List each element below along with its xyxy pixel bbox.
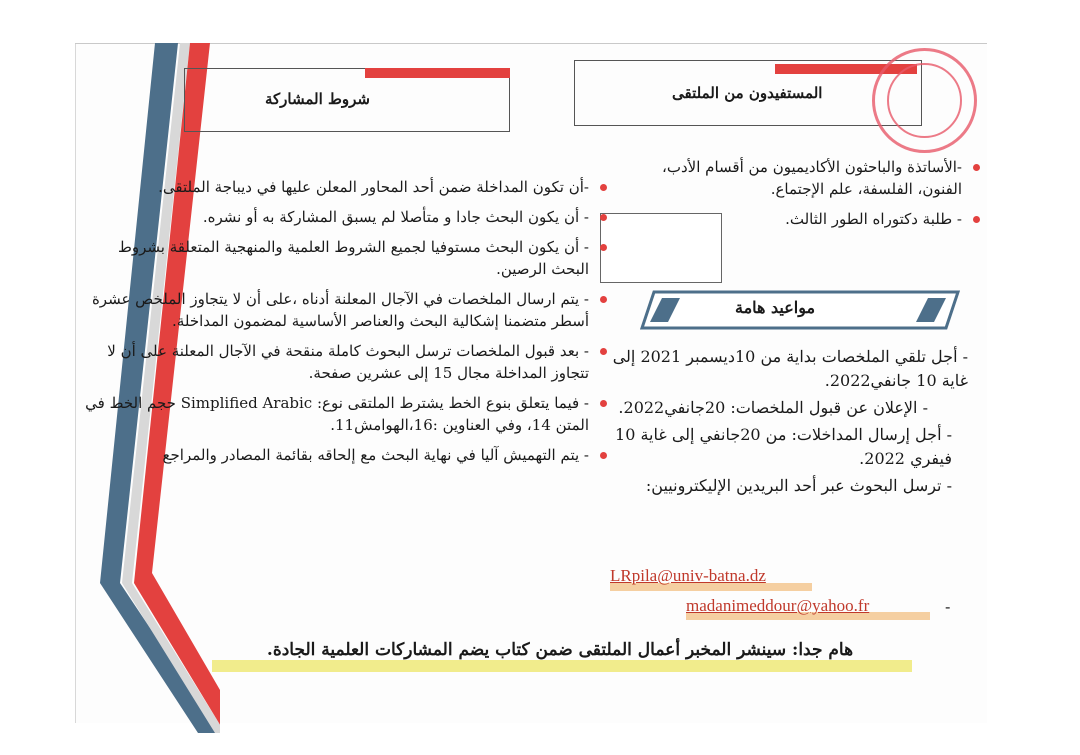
note-highlight <box>212 660 912 672</box>
dates-title: مواعيد هامة <box>735 298 816 317</box>
email-dash: - <box>945 597 951 616</box>
list-item: -أن تكون المداخلة ضمن أحد المحاور المعلن عليها في ديباجة الملتقى. <box>85 176 605 198</box>
list-item: - طلبة دكتوراه الطور الثالث. <box>620 208 978 230</box>
bullet-icon <box>600 452 607 459</box>
list-item: - أن يكون البحث جادا و متأصلا لم يسبق المشاركة به أو نشره. <box>85 206 605 228</box>
bullet-icon <box>600 214 607 221</box>
list-item: - أجل تلقي الملخصات بداية من 10ديسمبر 2021 إلى غاية 10 جانفي2022. <box>612 347 968 390</box>
bullet-icon <box>600 244 607 251</box>
list-item: - بعد قبول الملخصات ترسل البحوث كاملة منقحة في الآجال المعلنة على أن لا تتجاوز المداخلة مجال 15 إلى عشرين صفحة. <box>85 340 605 384</box>
email-link-lab[interactable]: LRpila@univ-batna.dz <box>610 566 766 585</box>
important-note: هام جدا: سينشر المخبر أعمال الملتقى ضمن كتاب يضم المشاركات العلمية الجادة. <box>266 640 854 660</box>
list-item: - أن يكون البحث مستوفيا لجميع الشروط العلمية والمنهجية المتعلقة بشروط البحث الرصين. <box>85 236 605 280</box>
participation-title: شروط المشاركة <box>265 90 370 108</box>
dates-list <box>600 345 968 501</box>
beneficiaries-title: المستفيدون من الملتقى <box>672 84 823 102</box>
participation-list <box>85 176 605 474</box>
list-item: - يتم ارسال الملخصات في الآجال المعلنة أدناه ،على أن لا يتجاوز الملخص عشرة أسطر متضمنا إشكالية البحث والعناصر الأساسية لمضمون المداخلة. <box>85 288 605 332</box>
email-link-personal[interactable]: madanimeddour@yahoo.fr <box>686 596 870 615</box>
bullet-icon <box>600 400 607 407</box>
bullet-icon <box>600 296 607 303</box>
list-item: - الإعلان عن قبول الملخصات: 20جانفي2022. <box>618 398 928 417</box>
list-item: - فيما يتعلق بنوع الخط يشترط الملتقى نوع: Simplified Arabic حجم الخط في المتن 14، وفي العناوين :16،الهوامش11. <box>85 392 605 436</box>
list-item: -الأساتذة والباحثون الأكاديميون من أقسام الأدب، الفنون، الفلسفة، علم الإجتماع. <box>620 156 978 200</box>
bullet-icon <box>973 216 980 223</box>
participation-title-accent <box>365 68 510 78</box>
list-item: - يتم التهميش آليا في نهاية البحث مع إلحاقه بقائمة المصادر والمراجع <box>85 444 605 466</box>
list-item: - ترسل البحوث عبر أحد البريدين الإليكترونيين: <box>645 476 952 495</box>
official-stamp <box>872 48 977 153</box>
bullet-icon <box>973 164 980 171</box>
bullet-icon <box>600 184 607 191</box>
list-item: - أجل إرسال المداخلات: من 20جانفي إلى غاية 10 فيفري 2022. <box>615 425 952 468</box>
placeholder-box <box>600 213 722 283</box>
bullet-icon <box>600 348 607 355</box>
